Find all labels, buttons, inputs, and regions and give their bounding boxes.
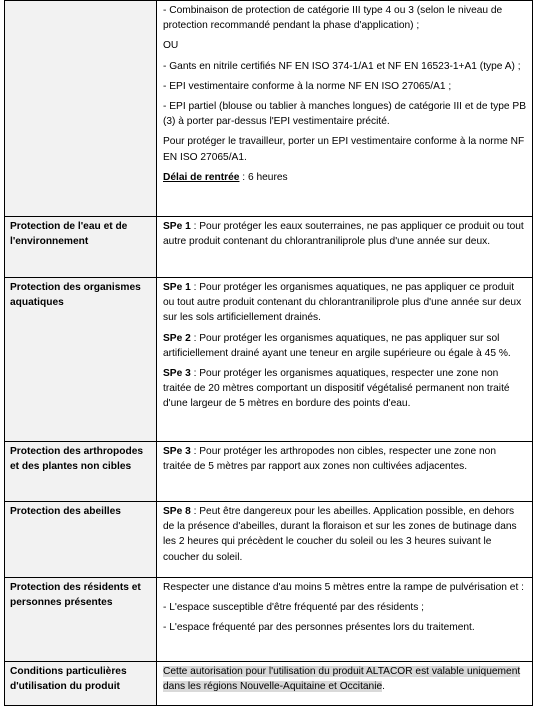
paragraph: SPe 1 : Pour protéger les organismes aquatiques, ne pas appliquer ce produit ou tout autre produit contenant du chlorantraniliprole plus d'une année sur deux sur les sols artificiellement drainés. [163,282,522,324]
row-label: Protection de l'eau et de l'environnement [5,217,157,278]
row-content [157,502,533,578]
reentry-delay-label: Délai de rentrée [163,171,240,183]
row-label: Protection des arthropodes et des plantes non cibles [5,442,157,502]
conditions-table [4,0,533,706]
row-content [157,217,533,278]
table-row [5,662,533,706]
row-label: Protection des abeilles [5,502,157,578]
row-content [157,442,533,502]
paragraph: - Combinaison de protection de catégorie III type 4 ou 3 (selon le niveau de protection recommandé pendant la phase d'application) ; [163,5,503,32]
paragraph: SPe 8 : Peut être dangereux pour les abeilles. Application possible, en dehors de la présence d'abeilles, durant la floraison et sur les zones de butinage dans les 2 heures qui précèdent le coucher du soleil ou les 3 heures suivant le coucher du soleil. [163,506,517,563]
paragraph: Délai de rentrée : 6 heures [163,171,288,183]
paragraph: Respecter une distance d'au moins 5 mètres entre la rampe de pulvérisation et : [163,582,524,593]
table-row [5,278,533,442]
spe-code: SPe 3 [163,368,191,380]
paragraph: Cette autorisation pour l'utilisation du produit ALTACOR est valable uniquement dans les régions Nouvelle-Aquitaine et Occitanie. [163,666,521,693]
row-label [5,1,157,217]
table-row [5,578,533,662]
row-label: Protection des organismes aquatiques [5,278,157,442]
spe-code: SPe 1 [163,282,191,293]
row-content [157,578,533,662]
spe-code: SPe 2 [163,332,191,344]
paragraph: - EPI vestimentaire conforme à la norme NF EN ISO 27065/A1 ; [163,80,452,92]
row-content [157,1,533,217]
paragraph: - EPI partiel (blouse ou tablier à manches longues) de catégorie III et de type PB (3) à porter par-dessus l'EPI vestimentaire précité. [163,101,526,128]
paragraph: SPe 1 : Pour protéger les eaux souterraines, ne pas appliquer ce produit ou tout autre produit contenant du chlorantraniliprole plus d'une année sur deux. [163,221,524,248]
spe-code: SPe 1 [163,221,191,232]
highlighted-text: Cette autorisation pour l'utilisation du produit ALTACOR est valable uniquement dans les régions Nouvelle-Aquitaine et Occitanie [163,666,521,693]
paragraph: SPe 3 : Pour protéger les organismes aquatiques, respecter une zone non traitée de 20 mètres comportant un dispositif végétalisé permanent non traité d'une largeur de 5 mètres en bordure des points d'eau. [163,368,510,410]
table-row [5,502,533,578]
paragraph: - Gants en nitrile certifiés NF EN ISO 374-1/A1 et NF EN 16523-1+A1 (type A) ; [163,60,521,72]
row-content [157,278,533,442]
table-row [5,217,533,278]
row-label: Protection des résidents et personnes présentes [5,578,157,662]
paragraph: SPe 3 : Pour protéger les arthropodes non cibles, respecter une zone non traitée de 5 mètres par rapport aux zones non cultivées adjacentes. [163,446,497,473]
paragraph: OU [163,40,179,52]
spe-code: SPe 3 [163,446,191,457]
paragraph: - L'espace fréquenté par des personnes présentes lors du traitement. [163,622,475,634]
paragraph: Pour protéger le travailleur, porter un EPI vestimentaire conforme à la norme NF EN ISO 27065/A1. [163,136,525,163]
paragraph: SPe 2 : Pour protéger les organismes aquatiques, ne pas appliquer sur sol artificiellement drainé ayant une teneur en argile supérieure ou égale à 45 %. [163,332,511,359]
spe-code: SPe 8 [163,506,191,517]
row-label: Conditions particulières d'utilisation du produit [5,662,157,706]
row-content [157,662,533,706]
table-row [5,442,533,502]
paragraph: - L'espace susceptible d'être fréquenté par des résidents ; [163,602,424,614]
table-row [5,1,533,217]
